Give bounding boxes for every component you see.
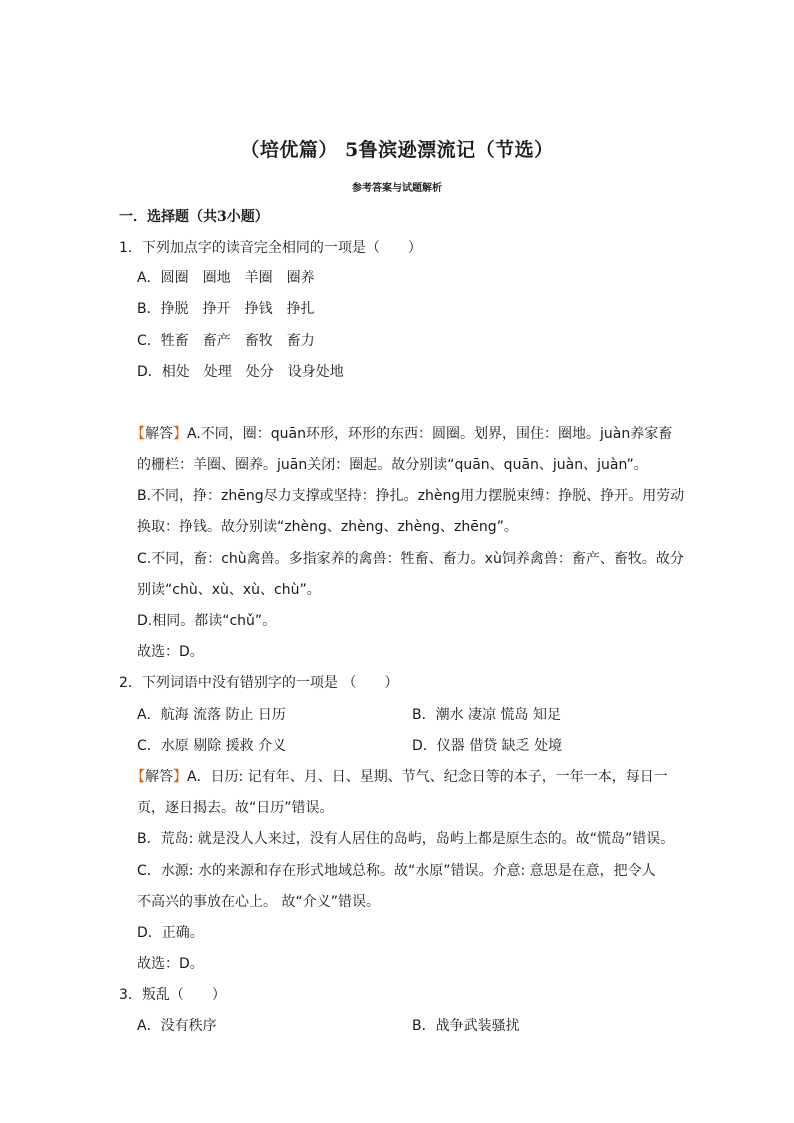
q3-option-a: A．没有秩序 <box>137 1018 217 1034</box>
jieda-bracket-open: 【 <box>131 769 145 785</box>
q3-option-b: B．战争武装骚扰 <box>412 1018 520 1034</box>
doc-title: （培优篇） 5鲁滨逊漂流记（节选） <box>240 139 554 161</box>
q1-answer-line-3: B.不同，挣：zhēng尽力支撑或坚持：挣扎。zhèng用力摆脱束缚：挣脱、挣开。用劳动 <box>137 488 685 504</box>
q1-answer-line-4: 换取：挣钱。故分别读“zhèng、zhèng、zhèng、zhēng”。 <box>137 519 518 535</box>
jieda-bracket-close: 】 <box>173 426 187 442</box>
jieda-bracket-open: 【 <box>131 426 145 442</box>
q2-option-a: A．航海 流落 防止 日历 <box>137 707 286 723</box>
q2-answer-line-4: C．水源: 水的来源和存在形式地域总称。故“水原”错误。介意: 意思是在意，把令人 <box>137 863 656 879</box>
q2-option-d: D．仪器 借贷 缺乏 处境 <box>412 738 563 754</box>
q1-answer-line-6: 别读“chù、xù、xù、chù”。 <box>137 582 321 598</box>
q1-answer-line-8: 故选：D。 <box>137 644 204 660</box>
q2-answer-line-2: 页，逐日揭去。故“日历”错误。 <box>137 800 334 816</box>
q2-option-c: C．水原 剔除 援救 介义 <box>137 738 287 754</box>
jieda-label: 解答 <box>145 426 173 442</box>
q2-answer-line-3: B．荒岛: 就是没人人来过，没有人居住的岛屿，岛屿上都是原生态的。故“慌岛”错误。 <box>137 831 675 847</box>
q1-answer-line-5: C.不同，畜：chù禽兽。多指家养的禽兽：牲畜、畜力。xù饲养禽兽：畜产、畜牧。故分 <box>137 551 684 567</box>
q1-answer-text-1: A.不同，圈：quān环形，环形的东西：圆圈。划界，围住：圈地。juàn养家畜 <box>187 426 673 442</box>
jieda-bracket-close: 】 <box>173 769 187 785</box>
jieda-label: 解答 <box>145 769 173 785</box>
q1-option-b: B．挣脱 挣开 挣钱 挣扎 <box>137 301 315 317</box>
q2-answer-line-6: D．正确。 <box>137 925 204 941</box>
q3-stem: 3．叛乱（ ） <box>119 987 226 1003</box>
q2-answer-line-7: 故选：D。 <box>137 956 204 972</box>
section-heading: 一．选择题（共3小题） <box>119 209 269 225</box>
q2-stem: 2．下列词语中没有错别字的一项是 （ ） <box>119 675 399 691</box>
q1-answer-line-2: 的栅栏：羊圈、圈养。juān关闭：圈起。故分别读“quān、quān、juàn、juàn”。 <box>137 457 648 473</box>
q1-answer-line-1 <box>131 424 672 444</box>
q1-stem: 1．下列加点字的读音完全相同的一项是（ ） <box>119 240 422 256</box>
q1-option-a: A．圆圈 圈地 羊圈 圈养 <box>137 270 315 286</box>
q1-answer-line-7: D.相同。都读“chǔ”。 <box>137 613 277 629</box>
q1-option-d: D．相处 处理 处分 设身处地 <box>137 364 344 380</box>
q1-option-c: C．牲畜 畜产 畜牧 畜力 <box>137 333 315 349</box>
q2-option-b: B．潮水 凄凉 慌岛 知足 <box>412 707 561 723</box>
q2-answer-line-1 <box>131 767 668 787</box>
doc-subtitle: 参考答案与试题解析 <box>352 183 442 194</box>
q2-answer-text-1: A．日历: 记有年、月、日、星期、节气、纪念日等的本子，一年一本，每日一 <box>187 769 668 785</box>
q2-answer-line-5: 不高兴的事放在心上。 故“介义”错误。 <box>137 894 380 910</box>
